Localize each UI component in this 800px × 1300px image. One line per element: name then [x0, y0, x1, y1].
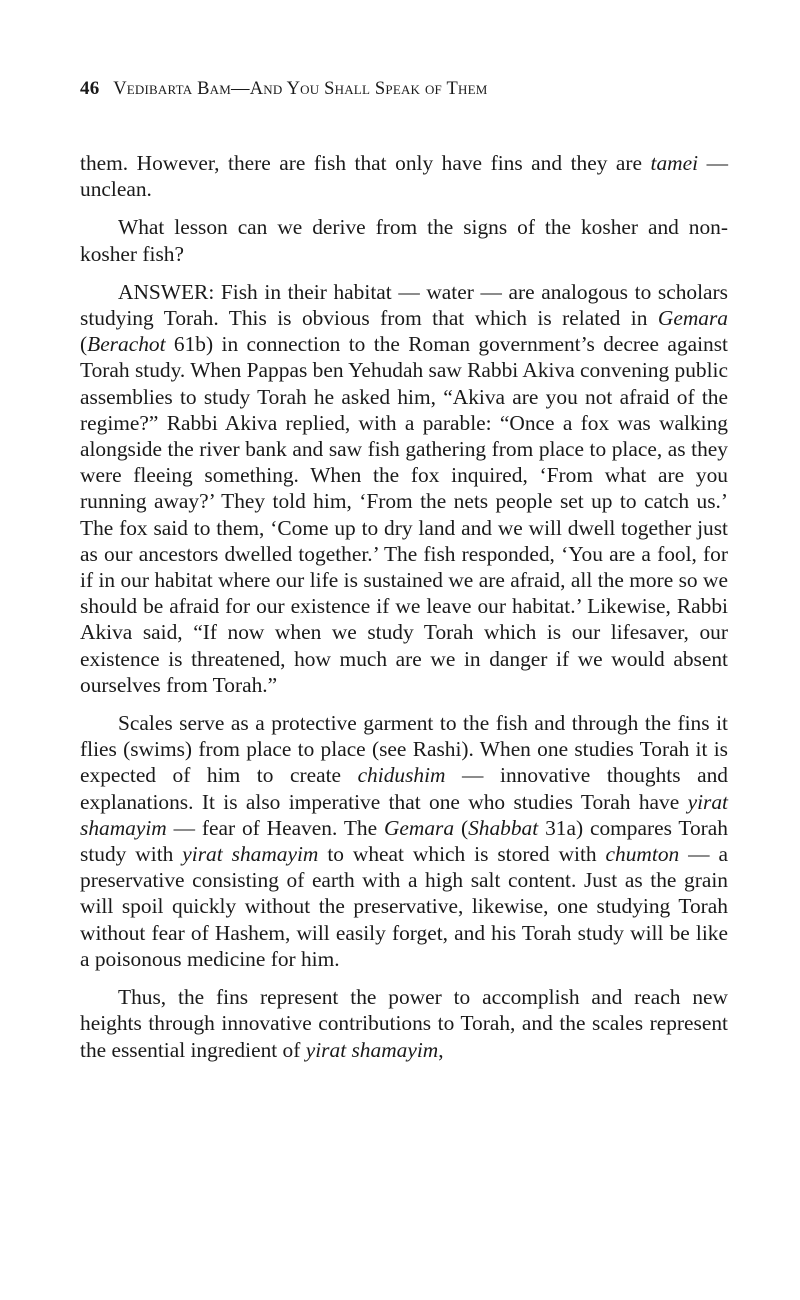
page-body [80, 150, 728, 1063]
running-header [80, 74, 728, 104]
text-run: Scales serve as a protective garment to the fish and through the fins it flies (swims) from place to place (see Rashi). When one studies Torah it is expected of him to create [80, 711, 728, 788]
text-run: them. However, there are fish that only have fins and they are [80, 151, 651, 175]
paragraph [80, 984, 728, 1063]
italic-term: yirat shamayim [305, 1037, 439, 1062]
italic-term: Gemara [383, 815, 455, 840]
italic-term: tamei [650, 151, 699, 175]
running-title: Vedibarta Bam—And You Shall Speak of Them [113, 79, 488, 99]
text-run: — innovative thoughts and explanations. It is also imperative that one who studies Torah have [80, 763, 728, 814]
text-run: — a preservative consisting of earth with a high salt content. Just as the grain will spoil quickly without the preservative, likewise, one studying Torah without fear of Hashem, will easily forget, and his Torah study will be like a poisonous medicine for him. [80, 842, 728, 971]
text-run: to wheat which is stored with [318, 842, 606, 867]
text-run: ANSWER: Fish in their habitat — water — are analogous to scholars studying Torah. This is obvious from that which is related in [80, 279, 728, 331]
book-page [80, 74, 728, 1075]
text-run: — fear of Heaven. The [166, 815, 384, 840]
text-run: ( [80, 332, 88, 357]
text-run: , [438, 1037, 444, 1062]
italic-term: yirat shamayim [80, 789, 728, 840]
paragraph [80, 214, 728, 266]
italic-term: Shabbat [468, 815, 539, 840]
paragraph [80, 710, 728, 972]
page-number: 46 [80, 78, 100, 99]
text-run: 31a) compares Torah study with [80, 815, 728, 867]
italic-term: chumton [605, 842, 680, 867]
text-run: What lesson can we derive from the signs of the kosher and non-kosher fish? [80, 215, 728, 266]
italic-term: Gemara [657, 306, 728, 331]
text-run: 61b) in connection to the Roman government’s decree against Torah study. When Pappas ben Yehudah saw Rabbi Akiva convening public assemblies to study Torah he asked him, “Akiva are you not afraid of the regime?” Rabbi Akiva replied, with a parable: “Once a fox was walking alongside the river bank and saw fish gathering from place to place, as they were fleeing something. When the fox inquired, ‘From what are you running away?’ They told him, ‘From the nets people set up to catch us.’ The fox said to them, ‘Come up to dry land and we will dwell together just as our ancestors dwelled together.’ The fish responded, ‘You are a fool, for if in our habitat where our life is sustained we are afraid, all the more so we should be afraid for our existence if we leave our habitat.’ Likewise, Rabbi Akiva said, “If now when we study Torah which is our lifesaver, our existence is threatened, how much are we in danger if we would absent ourselves from Torah.” [80, 332, 728, 697]
text-run: — unclean. [80, 151, 728, 202]
text-run: Thus, the fins represent the power to accomplish and reach new heights through innovative contributions to Torah, and the scales represent the essential ingredient of [80, 985, 728, 1062]
paragraph [80, 150, 728, 202]
italic-term: chidushim [357, 763, 446, 788]
italic-term: Berachot [87, 332, 166, 357]
text-run: ( [454, 815, 469, 840]
italic-term: yirat shamayim [182, 842, 319, 867]
paragraph [80, 279, 728, 698]
